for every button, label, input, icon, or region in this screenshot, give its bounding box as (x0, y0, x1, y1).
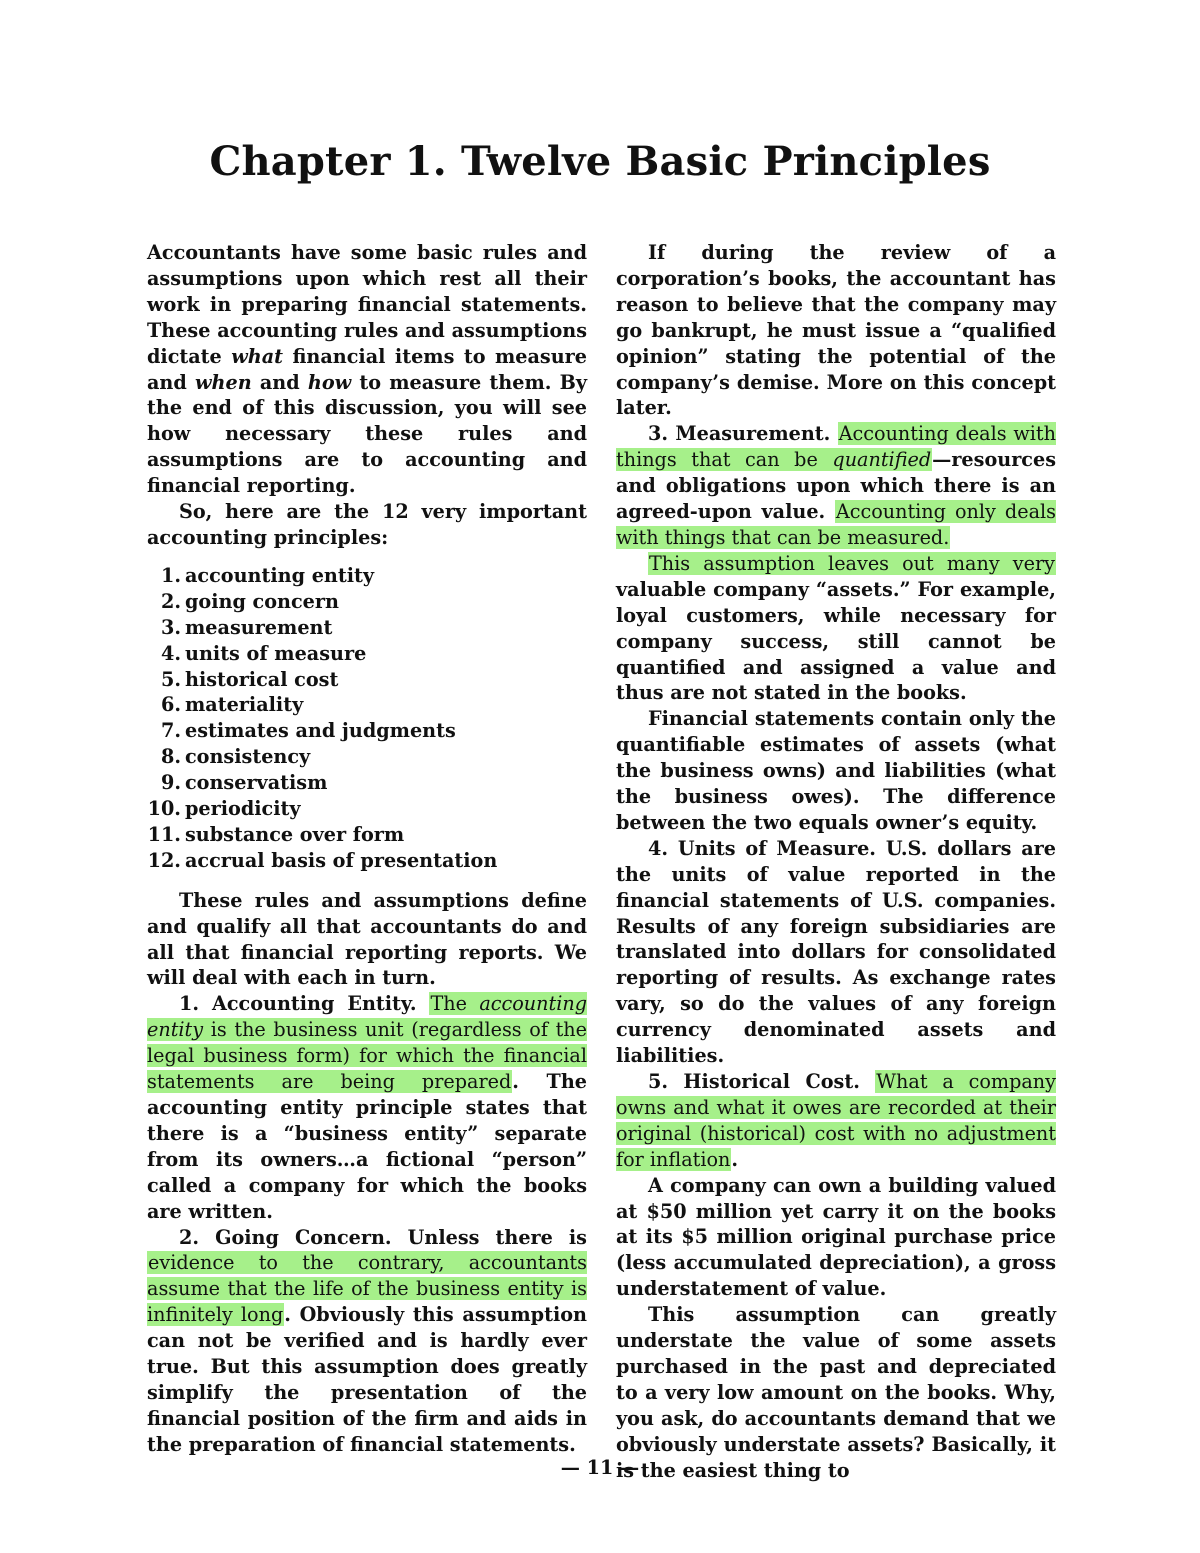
list-item: 10. periodicity (147, 797, 301, 821)
accounting-entity-paragraph: 1. Accounting Entity. The accounting entity is the business unit (regardless of the legal business form) for which the financial statements are being prepared. The accounting entity principle states that there is a “business entity” separate from its owners…a fictional “person” called a company for which the books are written. (147, 992, 587, 1223)
highlight: Accounting deals with things that can be quantified (616, 422, 1056, 472)
emphasis-what: what (231, 344, 283, 368)
highlight: evidence to the contrary, accountants assume that the life of the business entity is infinitely long (147, 1251, 587, 1327)
define-paragraph: These rules and assumptions define and qualify all that accountants do and all that financial reporting reports. We will deal with each in turn. (147, 888, 587, 990)
intro-paragraph: Accountants have some basic rules and assumptions upon which rest all their work in preparing financial statements. These accounting rules and assumptions dictate what financial items to measure and when and how to measure them. By the end of this discussion, you will see how necessary these rules and assumptions are to accounting and financial reporting. (147, 241, 588, 498)
list-item: 2. going concern (160, 589, 339, 613)
list-item: 6. materiality (160, 693, 304, 717)
left-column (147, 240, 587, 1458)
lead-paragraph: So, here are the 12 very important accounting principles: (147, 500, 587, 549)
list-item: 11. substance over form (147, 822, 405, 846)
historical-cost-paragraph: 5. Historical Cost. What a company owns and what it owes are recorded at their original (historical) cost with no adjustment for inflation. (616, 1070, 1056, 1171)
building-paragraph: A company can own a building valued at $50 million yet carry it on the books at its $5 million original purchase price (less accumulated depreciation), a gross understatement of value. (616, 1173, 1056, 1301)
list-item: 8. consistency (160, 745, 311, 769)
section-heading: 2. Going Concern. (179, 1225, 392, 1249)
units-of-measure-paragraph: 4. Units of Measure. U.S. dollars are the units of value reported in the financial statements of U.S. companies. Results of any foreign subsidiaries are translated into dollars for consolidated reporting of results. As exchange rates vary, so do the values of any foreign currency denominated assets and liabilities. (616, 836, 1056, 1068)
section-heading: 1. Accounting Entity. (179, 992, 417, 1016)
measurement-paragraph: 3. Measurement. Accounting deals with things that can be quantified—resources and obligations upon which there is an agreed-upon value. Accounting only deals with things that can be measured. (616, 422, 1056, 549)
chapter-title: Chapter 1. Twelve Basic Principles (209, 138, 991, 185)
list-item: 7. estimates and judgments (160, 719, 456, 743)
principles-list (147, 563, 587, 874)
emphasis-how: how (307, 370, 352, 394)
highlight: Accounting only deals with things that can be measured. (616, 500, 1056, 549)
going-concern-paragraph: 2. Going Concern. Unless there is evidence to the contrary, accountants assume that the life of the business entity is infinitely long. Obviously this assumption can not be verified and is hardly ever true. But this assumption does greatly simplify the presentation of the financial position of the firm and aids in the preparation of financial statements. (147, 1225, 587, 1456)
list-item: 3. measurement (160, 615, 333, 639)
emphasis-when: when (195, 370, 252, 394)
highlight: The accounting entity is the business unit (regardless of the legal business form) for which the financial statements are being prepared (147, 992, 587, 1094)
list-item: 12. accrual basis of presentation (147, 848, 498, 872)
right-column (616, 240, 1056, 1484)
financial-statements-paragraph: Financial statements contain only the quantifiable estimates of assets (what the business owns) and liabilities (what the business owes). The difference between the two equals owner’s equity. (616, 707, 1056, 834)
qualified-opinion-paragraph: If during the review of a corporation’s books, the accountant has reason to believe that the company may go bankrupt, he must issue a “qualified opinion” stating the potential of the company’s demise. More on this concept later. (616, 241, 1056, 420)
list-item: 1. accounting entity (160, 563, 375, 587)
assumption-paragraph: This assumption leaves out many very valuable company “assets.” For example, loyal customers, while necessary for company success, still cannot be quantified and assigned a value and thus are not stated in the books. (616, 551, 1056, 705)
understate-paragraph: This assumption can greatly understate the value of some assets purchased in the past and depreciated to a very low amount on the books. Why, you ask, do accountants demand that we obviously understate assets? Basically, it is the easiest thing to (616, 1303, 1056, 1482)
section-heading: 4. Units of Measure. (648, 836, 876, 860)
list-item: 4. units of measure (160, 641, 367, 665)
list-item: 5. historical cost (160, 667, 339, 691)
page-number: — 11 — (560, 1456, 640, 1479)
highlight: What a company owns and what it owes are recorded at their original (historical) cost with no adjustment for inflation (616, 1070, 1056, 1171)
section-heading: 3. Measurement. (648, 422, 831, 446)
list-item: 9. conservatism (160, 771, 328, 795)
section-heading: 5. Historical Cost. (648, 1070, 860, 1093)
highlight: This assumption leaves out many very (649, 551, 1055, 575)
